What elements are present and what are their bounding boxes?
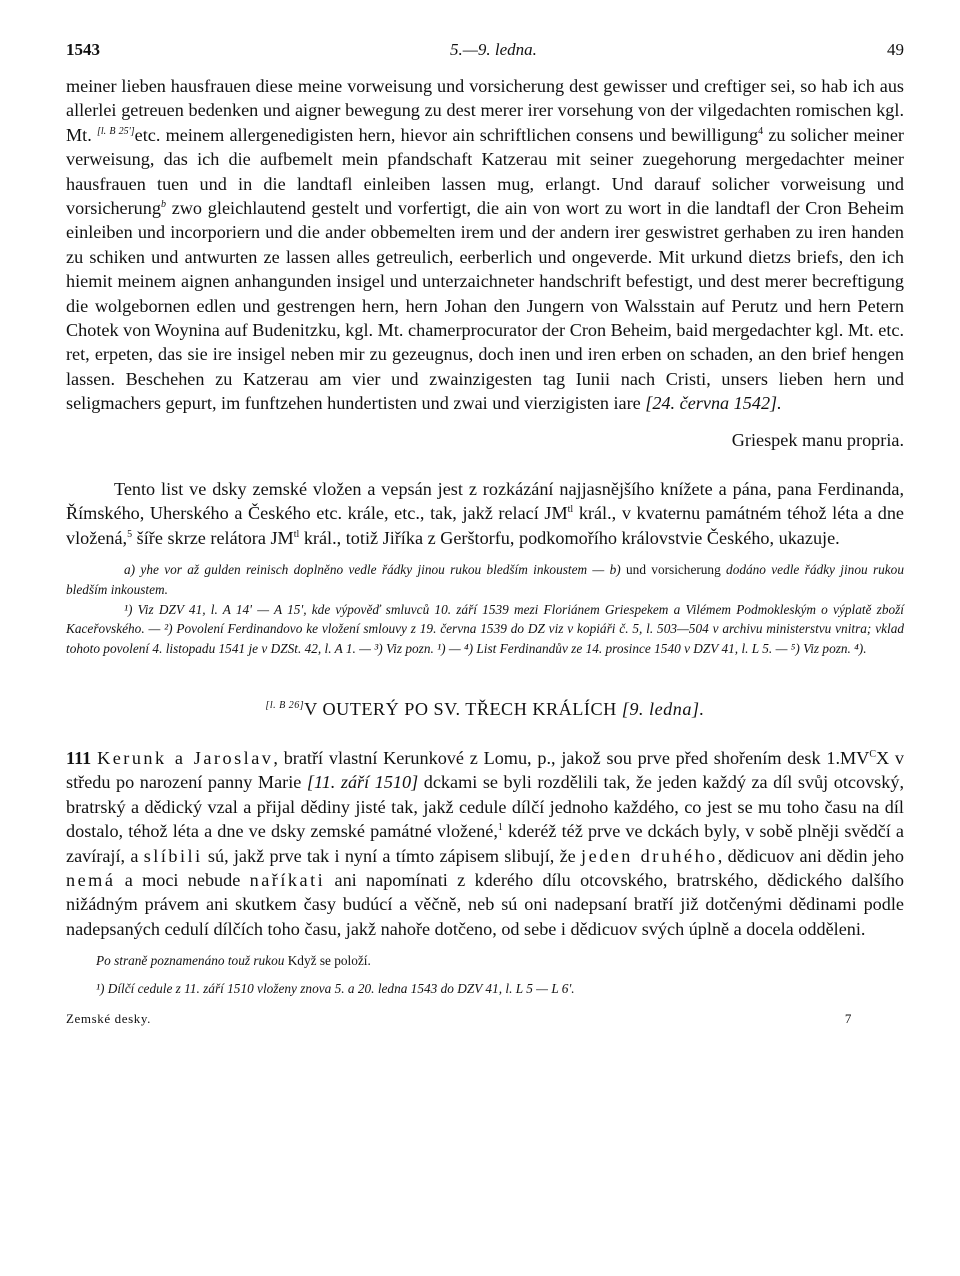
signature-line: Griespek manu propria. (731, 429, 904, 450)
margin-note (96, 951, 904, 971)
editorial-date: [11. září 1510] (306, 772, 419, 793)
footnote-marker: 5 (127, 528, 133, 540)
signature-number: 7 (844, 1011, 852, 1027)
entry-text-part: dckami se byli rozdělili tak, že jeden každý za díl svůj otcovský, bratrský a dědický vzal a přijal dědiny jisté tak, jakž cedule dílčí jednoho každého, co jest se mu toho času na díl dostalo, téhož léta a dne ve dsky zemské památné vložené, (66, 772, 904, 842)
footnote-marker: b (160, 198, 166, 210)
folio-reference: [l. B 25'] (97, 125, 135, 137)
header-date: 5.—9. ledna. (450, 40, 537, 59)
charter-text-part: meiner lieben hausfrauen diese meine vorweisung und vorsicherung dest gewisser und creftiger sei, so hab ich aus allerlei getreuen bedenken und aigner bewegung zu dest merer irer vorsehung von der vilgedachten romischen kgl. Mt. (66, 76, 904, 145)
note-quoted-text: und vorsicherung (626, 561, 721, 577)
roman-sup: C (869, 748, 876, 760)
entry-111 (66, 746, 904, 941)
note-text: a) yhe vor až gulden reinisch doplněno vedle řádky jinou rukou bledším inkoustem — b) (124, 561, 627, 577)
entry-text-part: kderéž též prve ve dckách byly, v sobě plněji svědčí a zavírají, a (66, 821, 904, 866)
note-text: dodáno vedle řádky jinou rukou bledším inkoustem. (66, 561, 904, 597)
section-date: [9. ledna]. (621, 698, 705, 719)
section-heading (66, 699, 904, 720)
spaced-keyword: slíbili (143, 845, 203, 866)
registration-note (66, 477, 904, 550)
registration-text-part: král., v kvaternu památném téhož léta a dne vložená, (66, 503, 904, 548)
entry-text-part: , bratří vlastní Kerunkové z Lomu, p., jakož sou prve před shořením desk 1.MV (273, 747, 870, 768)
entry-names: Kerunk a Jaroslav (97, 747, 274, 768)
charter-text-part: zwo gleichlautend gestelt und vorfertigt, die ain von wort zu wort in die landtafl der Cron Beheim einleiben und incorporiern und die ander obbemelten irem und der andern irer geswistret gerhaben zu iren handen zu schiken und antwurten ze lassen alles getreulich, eerberlich und ongeverde. Mit urkund dietzs briefs, den ich hiemit meinem aignen anhangunden insigel und unterzaichneter handschrift befestigt, und dest merer becreftigung die wolgebornen edlen und gestrengen hern, hern Johan den Jungern von Walsstain auf Perutz und hern Petern Chotek von Woynina auf Budenitzku, kgl. Mt. chamerprocurator der Cron Beheim, baid mergedachter kgl. Mt. etc. ret, erpeten, das sie ire insigel neben mir zu gezeugnus, doch inen und iren erben on schaden, an den brief hengen lassen. Beschehen zu Katzerau am vier und zwainzigesten tag Iunii nach Cristi, unsers lieben hern und seligmachers gepurt, im funftzehen hundertisten und zwai und vierzigisten iare (66, 198, 904, 414)
margin-note-text: Když se položí. (287, 953, 371, 969)
entry-text-part: , dědicuov ani dědin jeho (717, 845, 905, 866)
textual-note (66, 560, 904, 600)
spaced-keyword: jeden druhého (581, 845, 718, 866)
entry-text-part: ani napomínati z kderého dílu otcovského, bratrského, dědického dalšího nižádným právem ani skutkem časy budúcí a věčně, neb sú oni nadepsaní bratří již dotčenými dědinami podle nadepsaných cedulí dílčích toho času, jakž nahoře dotčeno, od sebe i dědicuov svých úplně a docela odděleni. (66, 869, 904, 939)
section-title: V OUTERÝ PO SV. TŘECH KRÁLÍCH (304, 698, 622, 719)
header-year: 1543 (66, 40, 100, 59)
running-header (66, 40, 904, 74)
footnote-marker: 4 (758, 125, 764, 137)
explanatory-notes: ¹) Viz DZV 41, l. A 14' — A 15', kde výpověď smluvců 10. září 1539 mezi Floriánem Griespekem a Vilémem Podmokleským o výplatě zboží Kaceřovského. — ²) Povolení Ferdinandovo ke vložení smlouvy z 19. června 1539 do DZ viz v kopiáři č. 5, l. 503—504 v archivu ministerstvu vnitra; vklad tohoto povolení 4. listopadu 1541 je v DZSt. 42, l. A 1. — ³) Viz pozn. ¹) — ⁴) List Ferdinandův ze 14. prosince 1540 v DZV 41, l. L 5. — ⁵) Viz pozn. ⁴). (66, 601, 904, 657)
entry-text-part: X v středu po narození panny Marie (66, 747, 905, 793)
page-footer (66, 1011, 904, 1027)
entry-text-part: a moci nebude (115, 869, 250, 890)
registration-text-part: šíře skrze relátora JM (132, 527, 294, 548)
margin-note-label: Po straně poznamenáno touž rukou (96, 953, 288, 969)
entry-text-part: sú, jakž prve tak i nyní a tímto zápisem slibují, že (202, 845, 582, 866)
editorial-date: [24. června 1542]. (645, 393, 782, 414)
charter-text-part: etc. meinem allergenedigisten hern, hievor ain schriftlichen consens und bewilligung (134, 124, 759, 145)
spaced-keyword: nemá (66, 869, 116, 890)
abbreviation-sup: tl (567, 504, 574, 516)
charter-text-part: zu solicher meiner verweisung, das ich die aufbemelt mein pfandschaft Katzerau mit seiner zuegehorung mergedachter meiner hausfrauen tuen und in die landtafl einleiben lassen mug, erlangt. Und darauf solicher vorweisung und vorsicherung (66, 124, 904, 219)
charter-text (66, 74, 904, 416)
entry-number: 111 (66, 747, 92, 768)
spaced-keyword: naříkati (249, 869, 326, 890)
registration-text-part: Tento list ve dsky zemské vložen a vepsán jest z rozkázání najjasnějšího knížete a pána, pana Ferdinanda, Římského, Uherského a Českého etc. krále, etc., tak, jakž relací JM (66, 478, 904, 524)
footnotes-block (66, 560, 904, 659)
folio-reference: [l. B 26] (265, 699, 305, 711)
entry-footnote: ¹) Dílčí cedule z 11. září 1510 vloženy znova 5. a 20. ledna 1543 do DZV 41, l. L 5 — L 6'. (96, 981, 575, 997)
abbreviation-sup: tl (293, 528, 300, 540)
footnote-marker: 1 (497, 822, 503, 834)
registration-text-part: král., totiž Jiříka z Gerštorfu, podkomořího královstvie Českého, ukazuje. (299, 527, 840, 548)
footer-source: Zemské desky. (66, 1011, 151, 1027)
page-number: 49 (886, 40, 904, 59)
document-page (66, 40, 904, 1027)
